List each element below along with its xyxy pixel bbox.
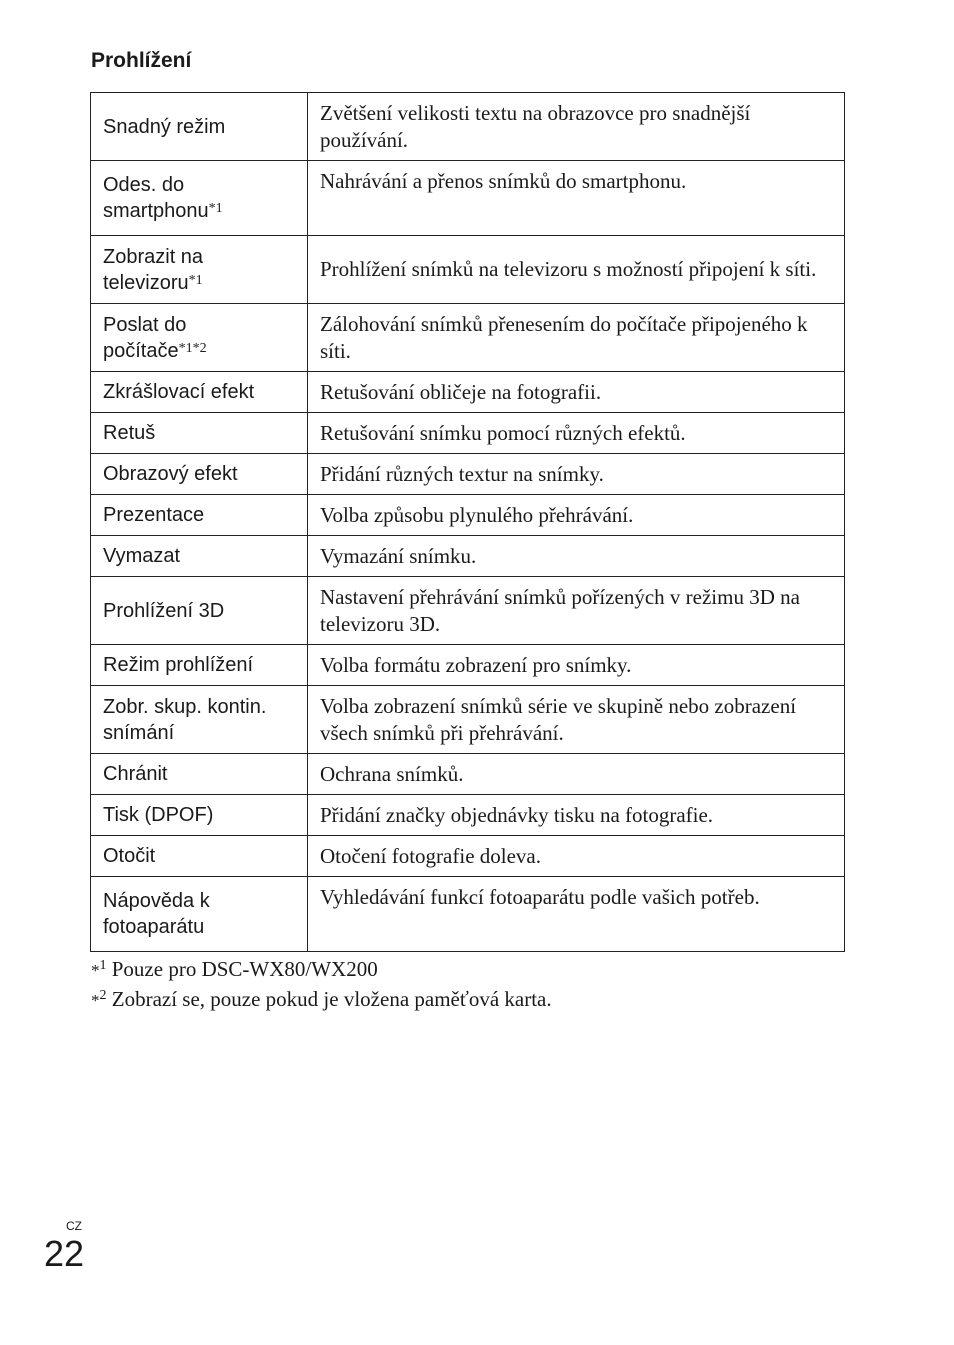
table-row xyxy=(91,372,845,413)
menu-item-name: Obrazový efekt xyxy=(91,454,308,495)
menu-item-name: Zkrášlovací efekt xyxy=(91,372,308,413)
menu-item-name: Snadný režim xyxy=(91,93,308,161)
menu-item-description: Otočení fotografie doleva. xyxy=(308,836,845,877)
footnotes xyxy=(91,955,552,1015)
menu-item-description: Zvětšení velikosti textu na obrazovce pro snadnější používání. xyxy=(308,93,845,161)
footnote-text: Zobrazí se, pouze pokud je vložena paměťová karta. xyxy=(111,987,552,1011)
menu-item-name: Prezentace xyxy=(91,495,308,536)
footnote xyxy=(91,985,552,1015)
menu-item-name: Režim prohlížení xyxy=(91,645,308,686)
menu-item-description: Zálohování snímků přenesením do počítače připojeného k síti. xyxy=(308,304,845,372)
menu-item-description: Ochrana snímků. xyxy=(308,754,845,795)
menu-item-name: Otočit xyxy=(91,836,308,877)
menu-item-description: Prohlížení snímků na televizoru s možností připojení k síti. xyxy=(308,236,845,304)
table-row xyxy=(91,836,845,877)
menu-item-description: Vymazání snímku. xyxy=(308,536,845,577)
menu-item-description: Přidání různých textur na snímky. xyxy=(308,454,845,495)
footnote-ref: *1*2 xyxy=(178,340,207,356)
footnote-asterisk: * xyxy=(91,991,100,1010)
menu-item-description: Přidání značky objednávky tisku na fotografie. xyxy=(308,795,845,836)
table-row xyxy=(91,536,845,577)
menu-item-name: Nápověda k fotoaparátu xyxy=(91,877,308,952)
table-row xyxy=(91,495,845,536)
footnote-ref: *1 xyxy=(208,201,223,216)
menu-item-description: Nahrávání a přenos snímků do smartphonu. xyxy=(308,161,845,236)
page-number: 22 xyxy=(44,1233,85,1274)
menu-item-name: Tisk (DPOF) xyxy=(91,795,308,836)
menu-item-description: Retušování snímku pomocí různých efektů. xyxy=(308,413,845,454)
table-row xyxy=(91,454,845,495)
table-row xyxy=(91,304,845,372)
table-row xyxy=(91,236,845,304)
menu-item-name: Zobrazit na televizoru$^{*1}$ xyxy=(91,236,308,304)
table-row xyxy=(91,754,845,795)
table-row xyxy=(91,795,845,836)
page-language-code: CZ xyxy=(66,1219,82,1233)
table-row xyxy=(91,577,845,645)
menu-item-description: Volba způsobu plynulého přehrávání. xyxy=(308,495,845,536)
table-row xyxy=(91,413,845,454)
menu-item-name: Zobr. skup. kontin. snímání xyxy=(91,686,308,754)
menu-item-name: Chránit xyxy=(91,754,308,795)
menu-item-name: Poslat do počítače$^{*1*2}$ xyxy=(91,304,308,372)
table-row xyxy=(91,93,845,161)
footnote-ref: *1 xyxy=(188,272,203,288)
table-row xyxy=(91,686,845,754)
menu-item-description: Retušování obličeje na fotografii. xyxy=(308,372,845,413)
table-row xyxy=(91,645,845,686)
table-row xyxy=(91,161,845,236)
table-row xyxy=(91,877,845,952)
footnote-number: 2 xyxy=(99,988,107,1003)
menu-item-description: Nastavení přehrávání snímků pořízených v režimu 3D na televizoru 3D. xyxy=(308,577,845,645)
menu-item-name: Odes. do smartphonu$^{*1}$ xyxy=(91,161,308,236)
footnote-number: 1 xyxy=(99,958,107,973)
footnote-text: Pouze pro DSC-WX80/WX200 xyxy=(111,957,378,981)
menu-item-name: Vymazat xyxy=(91,536,308,577)
menu-item-name: Retuš xyxy=(91,413,308,454)
footnote xyxy=(91,955,552,985)
menu-item-description: Vyhledávání funkcí fotoaparátu podle vašich potřeb. xyxy=(308,877,845,952)
menu-item-description: Volba zobrazení snímků série ve skupině nebo zobrazení všech snímků při přehrávání. xyxy=(308,686,845,754)
menu-table xyxy=(90,92,845,952)
section-title: Prohlížení xyxy=(91,49,192,72)
menu-item-name: Prohlížení 3D xyxy=(91,577,308,645)
footnote-asterisk: * xyxy=(91,961,100,980)
menu-item-description: Volba formátu zobrazení pro snímky. xyxy=(308,645,845,686)
